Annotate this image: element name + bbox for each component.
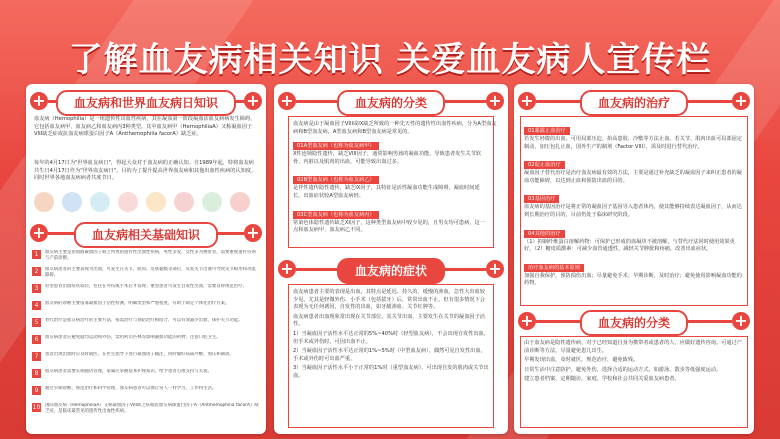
blood-icon <box>118 192 138 212</box>
type-b-tag: 02B型血友病（也称为血友病乙） <box>293 176 379 184</box>
treatment-box <box>520 116 748 306</box>
type-c-tag: 03C型血友病（也称为血友病丙） <box>293 211 379 219</box>
page-title: 了解血友病相关知识 关爱血友病人宣传栏 <box>68 40 712 80</box>
panel-treatment <box>514 84 754 434</box>
type-a-tag: 01A型血友病（也称为血友病甲） <box>293 142 379 150</box>
list-item <box>32 267 260 281</box>
item-number: 6 <box>32 335 41 344</box>
tag <box>524 151 748 170</box>
tag <box>524 185 748 204</box>
treatment-tag: 04其他的治疗 <box>524 230 565 238</box>
item-text: 通过早期诊断、规范治疗和科学管理，血友病患者可以像正常人一样学习、工作和生活。 <box>45 386 217 391</box>
item-text: 国际血友病（HemophiliaA）又称凝血因子VIII缺乏症或抗血友病球蛋白因子A（Antihemophilia facorA）缺乏症，是临床最常见的遗传性出血性疾病。 <box>45 403 259 414</box>
item-text: 血友病患者需要长期随访管理，家属应掌握基本护理知识，给予患者心理支持与关爱。 <box>45 369 212 374</box>
section-header <box>518 92 750 110</box>
section-title: 血友病的治疗 <box>580 90 688 116</box>
treatment-tag: 治疗血友病的基本原则 <box>524 264 584 272</box>
item-text: 血友病患者应避免剧烈运动和外伤，禁用阿司匹林等影响凝血功能的药物，注意口腔卫生。 <box>45 335 221 340</box>
item-number: 2 <box>32 267 41 276</box>
type-a-text: X性连锁隐性遗传，缺乏VIII因子，通常影响男孩的凝血功能，导致患者发生关节软骨、内脏以及肌肉的出血，可能导致出血过多。 <box>293 151 482 165</box>
injection-icon <box>146 192 166 212</box>
list-item <box>32 386 260 400</box>
item-text: 轻型患者出血症状较轻，往往在外伤或手术后才发现；重型患者可发生自发性出血，需要及时规范治疗。 <box>45 284 247 289</box>
doctor-icon <box>62 192 82 212</box>
type-b-text: 是伴性遗传隐性遗传，缺乏IX因子，其特征是活性凝血功能生成障碍，凝血时间延长，出血症状较A型血友病轻。 <box>293 185 480 199</box>
symptom-text: 血友病患者主要的表现是出血，其特点是延迟、持久的、缓慢的渗血，急性大出血较少见，尤其是轻微外伤、小手术（包括拔牙）后，常常出血不止，但有很多情况下会表现为无任何诱因，自发性的出血，如牙龈渗血、关节红肿等。 <box>293 289 485 311</box>
intro-text: 血友病是由于凝血因子VIII或IX缺乏所致的一种先天性的遗传性出血性疾病，分为A型血友病和B型血友病，A型血友病和B型血友病是常见的。 <box>293 121 497 135</box>
section-header <box>278 92 504 110</box>
tag <box>524 254 748 273</box>
symptom-text: 2）当凝血因子活性水平达正常的1%~5%时（中型血友病），偶然可见自发性出血，手术或外伤时可出血严重。 <box>293 348 486 362</box>
plus-icon: + <box>278 92 296 110</box>
plus-icon: + <box>732 312 750 330</box>
lungs-icon <box>174 192 194 212</box>
section-header <box>518 312 750 330</box>
medicine-icon <box>90 192 110 212</box>
section-title: 血友病的分类 <box>580 310 688 336</box>
treatment-tag: 01暴露止血治疗 <box>524 127 570 135</box>
item-number: 5 <box>32 318 41 327</box>
section-header <box>278 260 504 278</box>
plus-icon: + <box>518 92 536 110</box>
type-c-text: 常染色体隐性遗传缺乏XI因子，这种类型血友病中较少见的，且男女均可患病，这一点和血友病甲、血友病乙不同。 <box>293 219 485 234</box>
list-item <box>32 352 260 366</box>
item-number: 10 <box>32 404 41 411</box>
item-number: 4 <box>32 301 41 310</box>
heart-icon <box>230 192 250 212</box>
treatment-text: 血友病的基因治疗是将正常的凝血因子基因导入患者体内，使其能够持续表达凝血因子，从而达到长期治疗的目的，目前仍处于临床研究阶段。 <box>524 204 742 218</box>
prevention-text: 由于血友病是隐性遗传病，对于已经知道自身为携带者或患者的人，应做好遗传咨询。可通过产前诊断等方法，尽量避免患儿出生。 <box>524 340 742 354</box>
paragraph: 每年的4月17日为"世界血友病日"，得起大众对于血友病的正确认知。自1989年起，特将血友病共生日4月17日作为"世界血友病日"。目的为了提升提高世界血友病和其他出血性疾病的认知度。同时世界各地血友病病者共度节日。 <box>34 160 257 182</box>
item-number: 3 <box>32 284 41 293</box>
list-item <box>32 369 260 383</box>
item-text: 患者出现出血时应及时就医，在医生指导下进行凝血因子输注，同时做好局部冷敷、加压和制动。 <box>45 352 234 357</box>
treatment-text: 若发生轻微的出血，可用局部压迫、抬高患肢、冷敷等方法止血，若关节、肌肉出血可局部固定制动，加压包扎止血，国外生产的制剂（Factor VIII），需及时进行替代治疗。 <box>524 136 742 150</box>
treatment-tag: 03基因治疗 <box>524 195 559 203</box>
tag <box>293 201 497 220</box>
icon-row <box>34 192 258 216</box>
item-text: 替代治疗是血友病治疗的主要方法，按需治疗与预防治疗相结合，可以有效减少出血，保护关节功能。 <box>45 318 243 323</box>
prevention-text: 建立患者档案，定期随访，家庭、学校和社会共同关爱血友病患者。 <box>524 376 680 383</box>
plus-icon: + <box>244 92 262 110</box>
plus-icon: + <box>30 92 48 110</box>
pill-icon <box>202 192 222 212</box>
item-text: 血友病的诊断主要依靠凝血因子活性检测，明确类型和严重程度，有助于制定个体化治疗方案。 <box>45 301 230 306</box>
item-number: 9 <box>32 386 41 395</box>
tag <box>293 132 497 151</box>
plus-icon: + <box>278 260 296 278</box>
section-title: 血友病相关基础知识 <box>74 222 218 248</box>
section-title: 血友病的分类 <box>337 90 445 116</box>
treatment-text: （1）抑制纤维蛋白溶解药物：可保护已形成的血凝块不被溶解，与替代疗法同时使用效果更好。（2）糖皮质激素：可减少血管通透性，减轻关节肿胀和疼痛，改善出血症状。 <box>524 238 735 253</box>
treatment-text: 加强自我保护，预防损伤出血；尽量避免手术；早期诊断，及时治疗；避免使用影响凝血功能的药物。 <box>524 272 742 287</box>
plus-icon: + <box>30 224 48 242</box>
prevention-box <box>520 336 748 428</box>
list-item <box>32 301 260 315</box>
item-number: 1 <box>32 250 41 259</box>
paragraph: 血友病（Hemophilia）是一组遗传性出血性疾病，其在凝血第一阶段凝血活血友病病发生障碍，它包括血友病甲、血友病乙和血友病丙3种类型。其中血友病甲（HernophiliaA）又称凝血因子VIII缺乏症或抗血友病球蛋白因子A（Antihemophilia facorA）缺乏症。 <box>34 116 256 138</box>
section-title: 血友病和世界血友病日知识 <box>56 90 236 116</box>
plus-icon: + <box>732 92 750 110</box>
symptom-text: 血友病患者出血现象常出现在关节部位，其关节出血，主要发生在关节的凝血因子活性。 <box>293 313 485 328</box>
section-header <box>30 224 262 242</box>
section-header <box>30 92 262 110</box>
classification-box <box>288 116 497 248</box>
symptom-text: 3）当凝血因子活性水平小于正常的1%时（重型血友病），可出现自发的肌肉或关节出血。 <box>293 365 489 379</box>
item-number: 7 <box>32 352 41 361</box>
symptoms-box <box>288 284 494 428</box>
plus-icon: + <box>244 224 262 242</box>
panel-classification <box>274 84 508 434</box>
treatment-text: 凝血因子替代治疗是治疗血友病最有效的方法，主要是通过补充缺乏的凝血因子来纠正患者的凝血功能障碍，以达到止血和预防出血的目的。 <box>524 170 742 184</box>
item-text: 血友病患者的主要表现为出血，可发生在关节、肌肉、皮肤黏膜等部位，反复关节出血可导致关节畸形和功能障碍。 <box>45 267 256 278</box>
tag <box>524 220 748 239</box>
panel-basics <box>26 84 266 434</box>
plus-icon: + <box>518 312 536 330</box>
prevention-text: 日常生活中注意防护，避免外伤，选择合适的运动方式，如游泳、散步等低强度运动。 <box>524 366 722 373</box>
plus-icon: + <box>486 92 504 110</box>
prevention-text: 早期发现出血，及时就医，规范治疗，避免致残。 <box>524 357 639 364</box>
symptom-text: 1）当凝血因子活性水平达正常的5%~40%时（轻型血友病），不会出现自发性出血，但手术或外伤时，可因出血不止。 <box>293 330 489 345</box>
section-title: 血友病的症状 <box>337 258 445 284</box>
item-text: 血友病主要是由血液凝血因子缺乏所致的遗传性出血性疾病，男性多发，女性多为携带者，需要重视遗传咨询与产前诊断。 <box>45 250 256 261</box>
list-item <box>32 284 260 298</box>
plus-icon: + <box>486 260 504 278</box>
list-item <box>32 250 260 264</box>
list-item <box>32 318 260 332</box>
list-item <box>32 403 260 417</box>
treatment-tag: 02促止血治疗 <box>524 161 565 169</box>
patient-icon <box>34 192 54 212</box>
item-number: 8 <box>32 369 41 378</box>
tag <box>293 166 497 185</box>
list-item <box>32 335 260 349</box>
tag <box>524 117 748 136</box>
